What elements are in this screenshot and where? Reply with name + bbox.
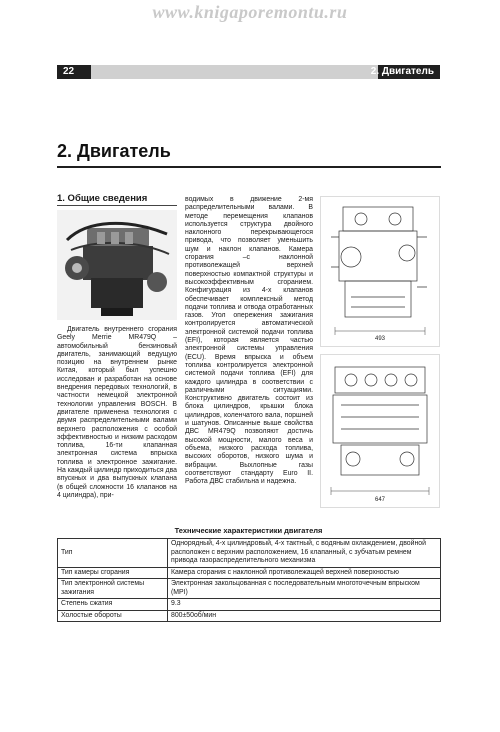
- spec-key: Степень сжатия: [58, 599, 168, 611]
- intro-text-column-1: Двигатель внутреннего сгорания Geely Merrie MR479Q – автомобильный бензиновый двигатель, занимающий ведущую позицию на внутреннем рынке Китая, который был успешно исследован и разработан на основе внедрения передовых технологий, в частности немецкой электронной технологии управления BOSCH. В двигателе применена технология с двумя распределительными валами верхнего расположения с особой эффективностью и низким расходом топлива, 16-ти клапанная электронная система впрыска топлива и электронное зажигание. На каждый цилиндр приходиться два впускных и два выпускных клапана (в общей сложности 16 клапанов на 4 цилиндра), при-: [57, 326, 177, 499]
- diagram1-dimension-label: 493: [374, 336, 386, 342]
- engine-photo: [57, 210, 177, 320]
- table-row: [58, 567, 441, 579]
- spec-value: 800±50об/мин: [168, 610, 441, 622]
- spec-key: Тип: [58, 539, 168, 568]
- engine-front-view-diagram: [320, 354, 440, 508]
- table-row: [58, 599, 441, 611]
- spec-value: Камера сгорания с наклонной противолежащей верхней поверхностью: [168, 567, 441, 579]
- section-title: 1. Общие сведения: [57, 193, 148, 204]
- header-gray-band: [91, 65, 378, 79]
- specs-table: [57, 538, 441, 622]
- spec-key: Тип камеры сгорания: [58, 567, 168, 579]
- chapter-title: 2. Двигатель: [57, 141, 171, 161]
- diagram2-dimension-label: 647: [374, 497, 386, 503]
- header-section-title: 2. Двигатель: [370, 66, 434, 77]
- site-watermark: www.knigaporemontu.ru: [152, 2, 348, 22]
- table-row: [58, 579, 441, 599]
- page-number: 22: [57, 65, 91, 79]
- engine-side-view-diagram: [320, 196, 440, 347]
- spec-key: Тип электронной системы зажигания: [58, 579, 168, 599]
- chapter-rule: [57, 166, 441, 168]
- table-row: [58, 610, 441, 622]
- spec-value: 9.3: [168, 599, 441, 611]
- spec-value: Однорядный, 4-х цилиндровый, 4-х тактный, с водяным охлаждением, двойной расположен с верхним расположением, 16 клапанный, с зубчатым ремнем привода газораспределительного механизма: [168, 539, 441, 568]
- page-header-bar: [57, 65, 440, 79]
- spec-value: Электронная закольцованная с последовательным многоточечным впрыском (MPI): [168, 579, 441, 599]
- specs-table-title: Технические характеристики двигателя: [174, 526, 323, 535]
- section-rule: [57, 205, 177, 206]
- table-row: [58, 539, 441, 568]
- intro-text-column-2: водимых в движение 2-мя распределительными валами. В методе перемещения клапанов используется структура двойного наклонного перекрывающегося привода, что позволяет уменьшить шум и наклон клапанов. Камера сгорания –с наклонной противолежащей верхней поверхностью компактной структуры и высокоэффективным сгоранием. Конфигурация из 4-х клапанов обеспечивает комплексный метод подачи топлива и отвода отработанных газов. Угол опережения зажигания контролируется автоматической электронной системой подачи топлива (EFI), которая является частью электронной системы управления (ECU). Время впрыска и объем топлива контролируется электронной системой подачи топлива (EFI) для каждого цилиндра в соответствии с различными ситуациями. Конструктивно двигатель состоит из блока цилиндров, крышки блока цилиндров, коленчатого вала, поршней и шатунов. Описанные выше свойства ДВС MR479Q позволяют достичь высокой мощности, малого веса и объема, низкого расхода топлива, высоких оборотов, низкого шума и вибрации. Выхлопные газы соответствуют стандарту Euro II. Работа ДВС стабильна и надежна.: [185, 196, 313, 486]
- spec-key: Холостые обороты: [58, 610, 168, 622]
